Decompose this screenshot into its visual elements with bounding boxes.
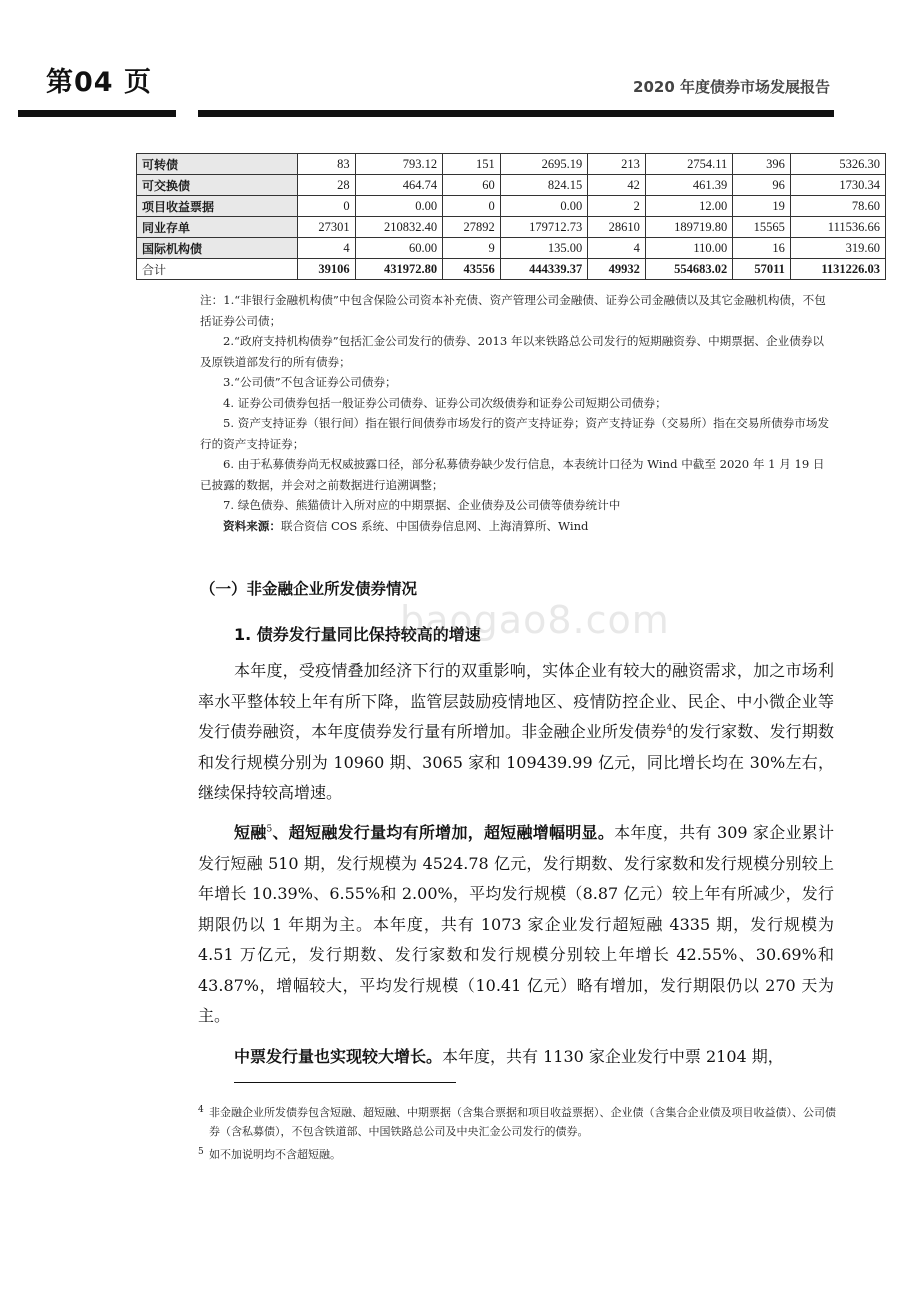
data-source-text: 联合资信 COS 系统、中国债券信息网、上海清算所、Wind — [280, 518, 589, 533]
table-row — [137, 175, 886, 196]
row-label: 同业存单 — [137, 217, 298, 238]
paragraph-3-text: 本年度，共有 1130 家企业发行中票 2104 期， — [442, 1047, 784, 1066]
table-cell: 27892 — [443, 217, 501, 238]
footnote-ref-5[interactable]: 5 — [266, 824, 273, 835]
table-cell: 60 — [443, 175, 501, 196]
table-cell: 135.00 — [500, 238, 587, 259]
table-cell: 96 — [733, 175, 791, 196]
section-title: （一）非金融企业所发债券情况 — [200, 580, 418, 598]
table-row — [137, 238, 886, 259]
table-cell: 110.00 — [645, 238, 732, 259]
table-cell: 2695.19 — [500, 154, 587, 175]
table-cell: 39106 — [298, 259, 356, 280]
table-cell: 5326.30 — [790, 154, 885, 175]
paragraph-3-bold: 中票发行量也实现较大增长。 — [234, 1047, 443, 1066]
paragraph-2-bold-a: 短融 — [234, 823, 267, 842]
table-cell: 189719.80 — [645, 217, 732, 238]
table-row — [137, 196, 886, 217]
table-cell: 431972.80 — [355, 259, 442, 280]
note-2: 2.“政府支持机构债券”包括汇金公司发行的债券、2013 年以来铁路总公司发行的短期融资券、中期票据、企业债券以及原铁道部发行的所有债券； — [200, 334, 825, 369]
report-title: 2020 年度债券市场发展报告 — [633, 78, 830, 96]
bond-issuance-table — [136, 153, 886, 280]
table-cell: 2754.11 — [645, 154, 732, 175]
header-rule-right — [198, 110, 834, 117]
table-cell: 19 — [733, 196, 791, 217]
table-cell: 0.00 — [355, 196, 442, 217]
footnote-4-text: 非金融企业所发债券包含短融、超短融、中期票据（含集合票据和项目收益票据）、企业债（含集合企业债及项目收益债）、公司债券（含私募债），不包含铁道部、中国铁路总公司及中央汇金公司发行的债券。 — [209, 1106, 836, 1138]
note-5: 5. 资产支持证券（银行间）指在银行间债券市场发行的资产支持证券；资产支持证券（交易所）指在交易所债券市场发行的资产支持证券； — [200, 416, 830, 451]
table-cell: 27301 — [298, 217, 356, 238]
table-cell: 824.15 — [500, 175, 587, 196]
table-cell: 49932 — [588, 259, 646, 280]
footnote-rule — [234, 1082, 456, 1083]
footnote-5-number: 5 — [198, 1147, 204, 1157]
footnotes — [198, 1103, 838, 1168]
paragraph-2 — [198, 818, 834, 1032]
paragraph-2-text: 本年度，共有 309 家企业累计发行短融 510 期，发行规模为 4524.78 亿元，发行期数、发行家数和发行规模分别较上年增长 10.39%、6.55%和 2.00%，平均发行规模（8.87 亿元）较上年有所减少，发行期限仍以 1 年期为主。本年度，共有 1073 家企业发行超短融 4335 期，发行规模为 4.51 万亿元，发行期数、发行家数和发行规模分别较上年增长 42.55%、30.69%和 43.87%，增幅较大，平均发行规模（10.41 亿元）略有增加，发行期限仍以 270 天为主。 — [198, 823, 834, 1025]
row-label: 国际机构债 — [137, 238, 298, 259]
row-label: 可交换债 — [137, 175, 298, 196]
watermark: baogao8.com — [400, 598, 670, 642]
table-cell: 4 — [588, 238, 646, 259]
table-cell: 213 — [588, 154, 646, 175]
table-cell: 554683.02 — [645, 259, 732, 280]
table-cell: 28 — [298, 175, 356, 196]
paragraph-1-text-b: 的发行家数、发行期数和发行规模分别为 10960 期、3065 家和 109439.99 亿元，同比增长均在 30%左右，继续保持较高增速。 — [198, 722, 834, 802]
paragraph-3 — [198, 1042, 834, 1073]
table-row — [137, 154, 886, 175]
table-cell: 43556 — [443, 259, 501, 280]
table-cell: 444339.37 — [500, 259, 587, 280]
table-cell: 111536.66 — [790, 217, 885, 238]
footnote-4 — [198, 1103, 838, 1141]
paragraph-1-text-a: 本年度，受疫情叠加经济下行的双重影响，实体企业有较大的融资需求，加之市场利率水平整体较上年有所下降，监管层鼓励疫情地区、疫情防控企业、民企、中小微企业等发行债券融资，本年度债券发行量有所增加。非金融企业所发债券 — [198, 661, 834, 741]
table-cell: 0.00 — [500, 196, 587, 217]
footnote-4-number: 4 — [198, 1105, 204, 1115]
table-cell: 60.00 — [355, 238, 442, 259]
table-cell: 28610 — [588, 217, 646, 238]
table-cell: 0 — [298, 196, 356, 217]
table-cell: 793.12 — [355, 154, 442, 175]
table-cell: 461.39 — [645, 175, 732, 196]
table-cell: 4 — [298, 238, 356, 259]
table-cell: 12.00 — [645, 196, 732, 217]
paragraph-2-bold-b: 、超短融发行量均有所增加，超短融增幅明显。 — [272, 823, 615, 842]
note-4: 4. 证券公司债券包括一般证券公司债券、证券公司次级债券和证券公司短期公司债券； — [223, 395, 667, 410]
note-3: 3.“公司债”不包含证券公司债券； — [223, 375, 397, 389]
row-label: 项目收益票据 — [137, 196, 298, 217]
table-cell: 396 — [733, 154, 791, 175]
note-6: 6. 由于私募债券尚无权威披露口径，部分私募债券缺少发行信息，本表统计口径为 Wind 中截至 2020 年 1 月 19 日已披露的数据，并会对之前数据进行追溯调整； — [200, 457, 825, 492]
table-cell: 1131226.03 — [790, 259, 885, 280]
header-rule-left — [18, 110, 176, 117]
table-row — [137, 217, 886, 238]
table-cell: 210832.40 — [355, 217, 442, 238]
table-cell: 319.60 — [790, 238, 885, 259]
row-label: 可转债 — [137, 154, 298, 175]
subsection-title: 1. 债券发行量同比保持较高的增速 — [234, 625, 481, 644]
footnote-5-text: 如不加说明均不含超短融。 — [209, 1148, 341, 1161]
table-cell: 1730.34 — [790, 175, 885, 196]
footnote-5 — [198, 1145, 838, 1164]
page-number-label: 第04 页 — [46, 67, 152, 98]
table-cell: 151 — [443, 154, 501, 175]
table-cell: 0 — [443, 196, 501, 217]
row-label: 合计 — [137, 259, 298, 280]
data-source-label: 资料来源： — [223, 518, 281, 533]
table-row — [137, 259, 886, 280]
table-cell: 78.60 — [790, 196, 885, 217]
footnote-ref-4[interactable]: 4 — [666, 723, 673, 734]
table-cell: 15565 — [733, 217, 791, 238]
table-cell: 464.74 — [355, 175, 442, 196]
note-7: 7. 绿色债券、熊猫债计入所对应的中期票据、企业债券及公司债等债券统计中 — [223, 498, 621, 512]
table-cell: 9 — [443, 238, 501, 259]
note-1: 注：1.“非银行金融机构债”中包含保险公司资本补充债、资产管理公司金融债、证券公司金融债以及其它金融机构债，不包括证券公司债； — [200, 293, 826, 328]
table-cell: 57011 — [733, 259, 791, 280]
table-cell: 42 — [588, 175, 646, 196]
table-cell: 16 — [733, 238, 791, 259]
table-cell: 2 — [588, 196, 646, 217]
data-source — [200, 516, 834, 537]
table-cell: 179712.73 — [500, 217, 587, 238]
table-cell: 83 — [298, 154, 356, 175]
table-notes — [200, 290, 834, 536]
paragraph-1 — [198, 656, 834, 809]
